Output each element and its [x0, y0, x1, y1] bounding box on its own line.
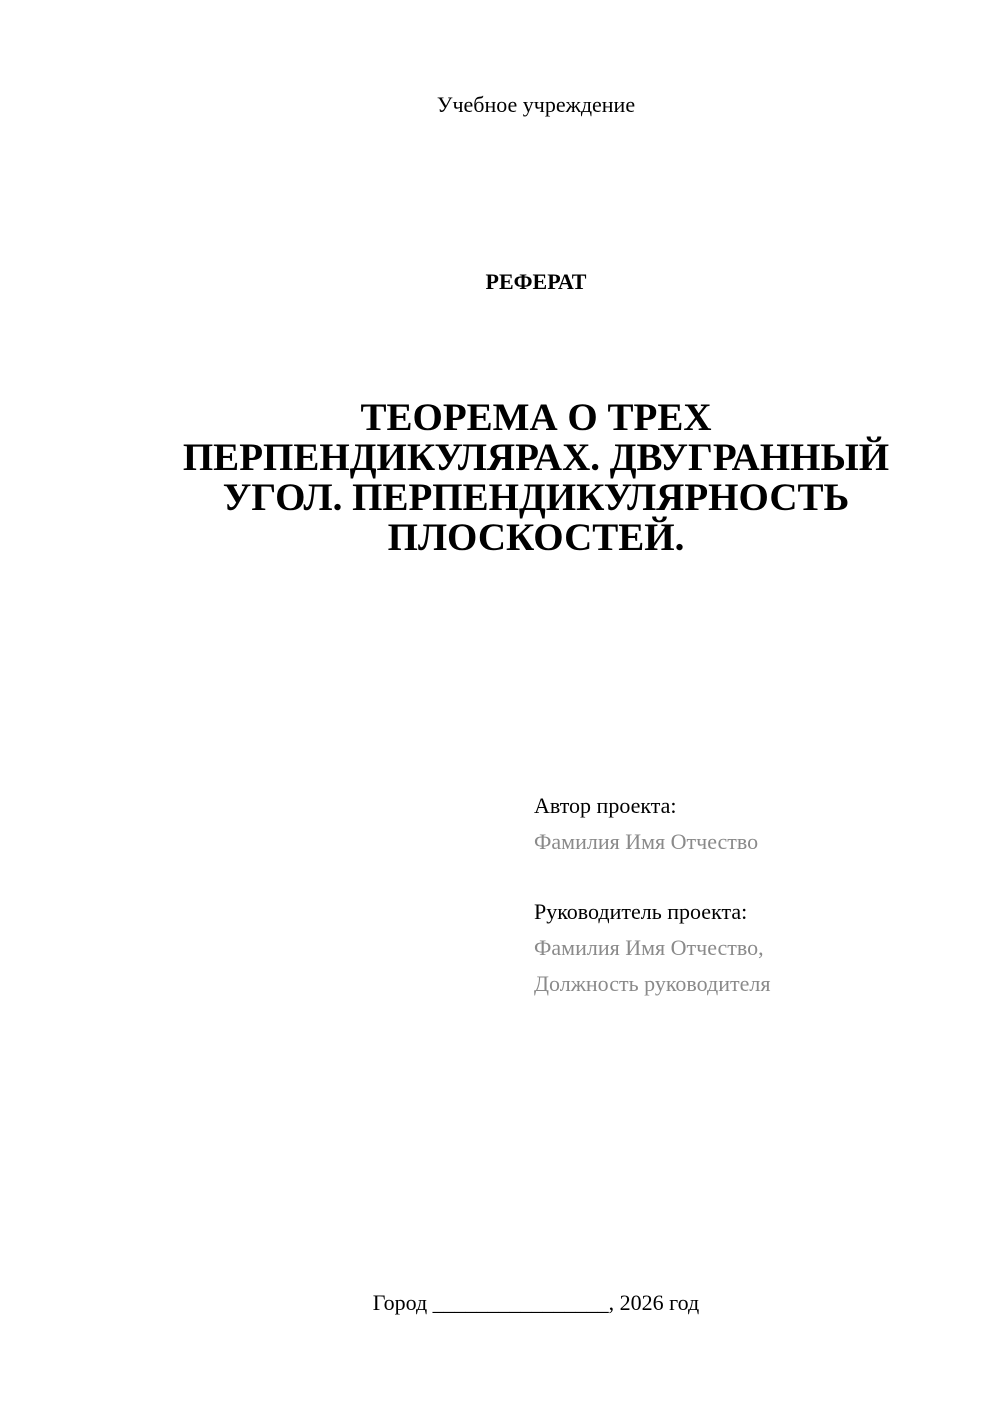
credits-spacer: [534, 860, 770, 894]
document-title: [100, 398, 972, 558]
document-type: РЕФЕРАТ: [485, 269, 587, 294]
title-line-1: ТЕОРЕМА О ТРЕХ: [360, 396, 712, 439]
supervisor-name: Фамилия Имя Отчество,: [534, 935, 764, 960]
credits-block: [534, 788, 770, 1002]
title-line-3: УГОЛ. ПЕРПЕНДИКУЛЯРНОСТЬ: [222, 476, 850, 519]
supervisor-label: Руководитель проекта:: [534, 899, 748, 924]
author-name: Фамилия Имя Отчество: [534, 829, 759, 854]
title-line-4: ПЛОСКОСТЕЙ.: [387, 516, 685, 559]
city-year-line: Город ________________, 2026 год: [372, 1290, 700, 1315]
author-label: Автор проекта:: [534, 793, 677, 818]
supervisor-position: Должность руководителя: [534, 971, 771, 996]
institution-name: Учебное учреждение: [436, 92, 636, 117]
title-line-2: ПЕРПЕНДИКУЛЯРАХ. ДВУГРАННЫЙ: [182, 436, 890, 479]
